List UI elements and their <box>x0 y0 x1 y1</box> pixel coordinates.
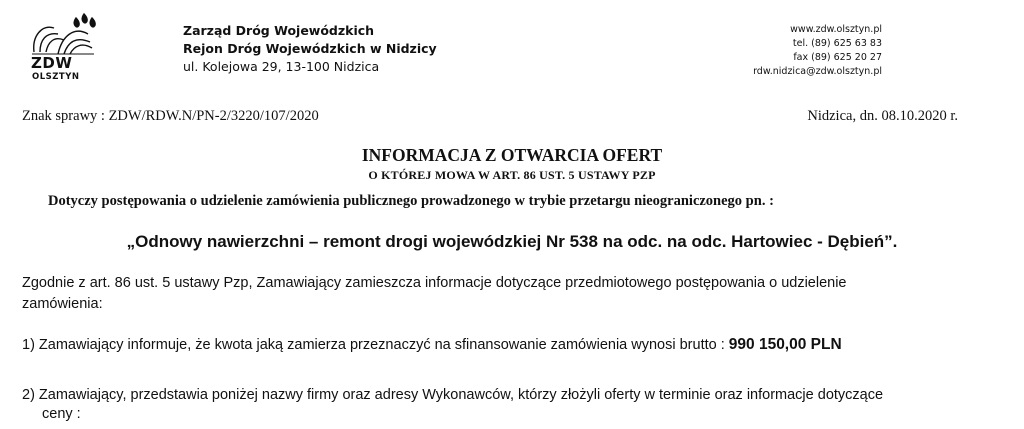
intro-line-1: Zgodnie z art. 86 ust. 5 ustawy Pzp, Zamawiający zamieszcza informacje dotyczące przedmiotowego postępowania o udzielenie <box>22 275 847 291</box>
item-2-line-2: ceny : <box>42 406 81 422</box>
intro-line-2: zamówienia: <box>22 296 103 312</box>
project-name: „Odnowy nawierzchni – remont drogi wojewódzkiej Nr 538 na odc. na odc. Hartowiec - Dębień”. <box>126 232 898 251</box>
organization-name: Zarząd Dróg Wojewódzkich <box>183 23 375 38</box>
organization-unit: Rejon Dróg Wojewódzkich w Nidzicy <box>183 41 437 56</box>
case-reference: Znak sprawy : ZDW/RDW.N/PN-2/3220/107/2020 <box>22 108 319 124</box>
item-1-text: 1) Zamawiający informuje, że kwota jaką zamierza przeznaczyć na sfinansowanie zamówienia wynosi brutto : <box>22 337 729 353</box>
concerns-line: Dotyczy postępowania o udzielenie zamówienia publicznego prowadzonego w trybie przetargu nieograniczonego pn. : <box>48 193 774 209</box>
contact-email: rdw.nidzica@zdw.olsztyn.pl <box>753 66 882 77</box>
contact-website: www.zdw.olsztyn.pl <box>790 24 882 35</box>
contact-phone: tel. (89) 625 63 83 <box>792 38 882 49</box>
contact-fax: fax (89) 625 20 27 <box>793 52 882 63</box>
item-1 <box>22 336 842 354</box>
item-2-line-1: 2) Zamawiający, przedstawia poniżej nazwy firmy oraz adresy Wykonawców, którzy złożyli oferty w terminie oraz informacje dotyczące <box>22 387 884 403</box>
document-subtitle: O KTÓREJ MOWA W ART. 86 UST. 5 USTAWY PZP <box>368 168 656 182</box>
logo-text: ZDW <box>31 54 73 72</box>
item-1-amount: 990 150,00 PLN <box>728 336 842 353</box>
document-title: INFORMACJA Z OTWARCIA OFERT <box>361 145 663 165</box>
organization-address: ul. Kolejowa 29, 13-100 Nidzica <box>183 59 380 74</box>
place-date: Nidzica, dn. 08.10.2020 r. <box>807 108 958 124</box>
logo-subtext: OLSZTYN <box>32 72 80 82</box>
